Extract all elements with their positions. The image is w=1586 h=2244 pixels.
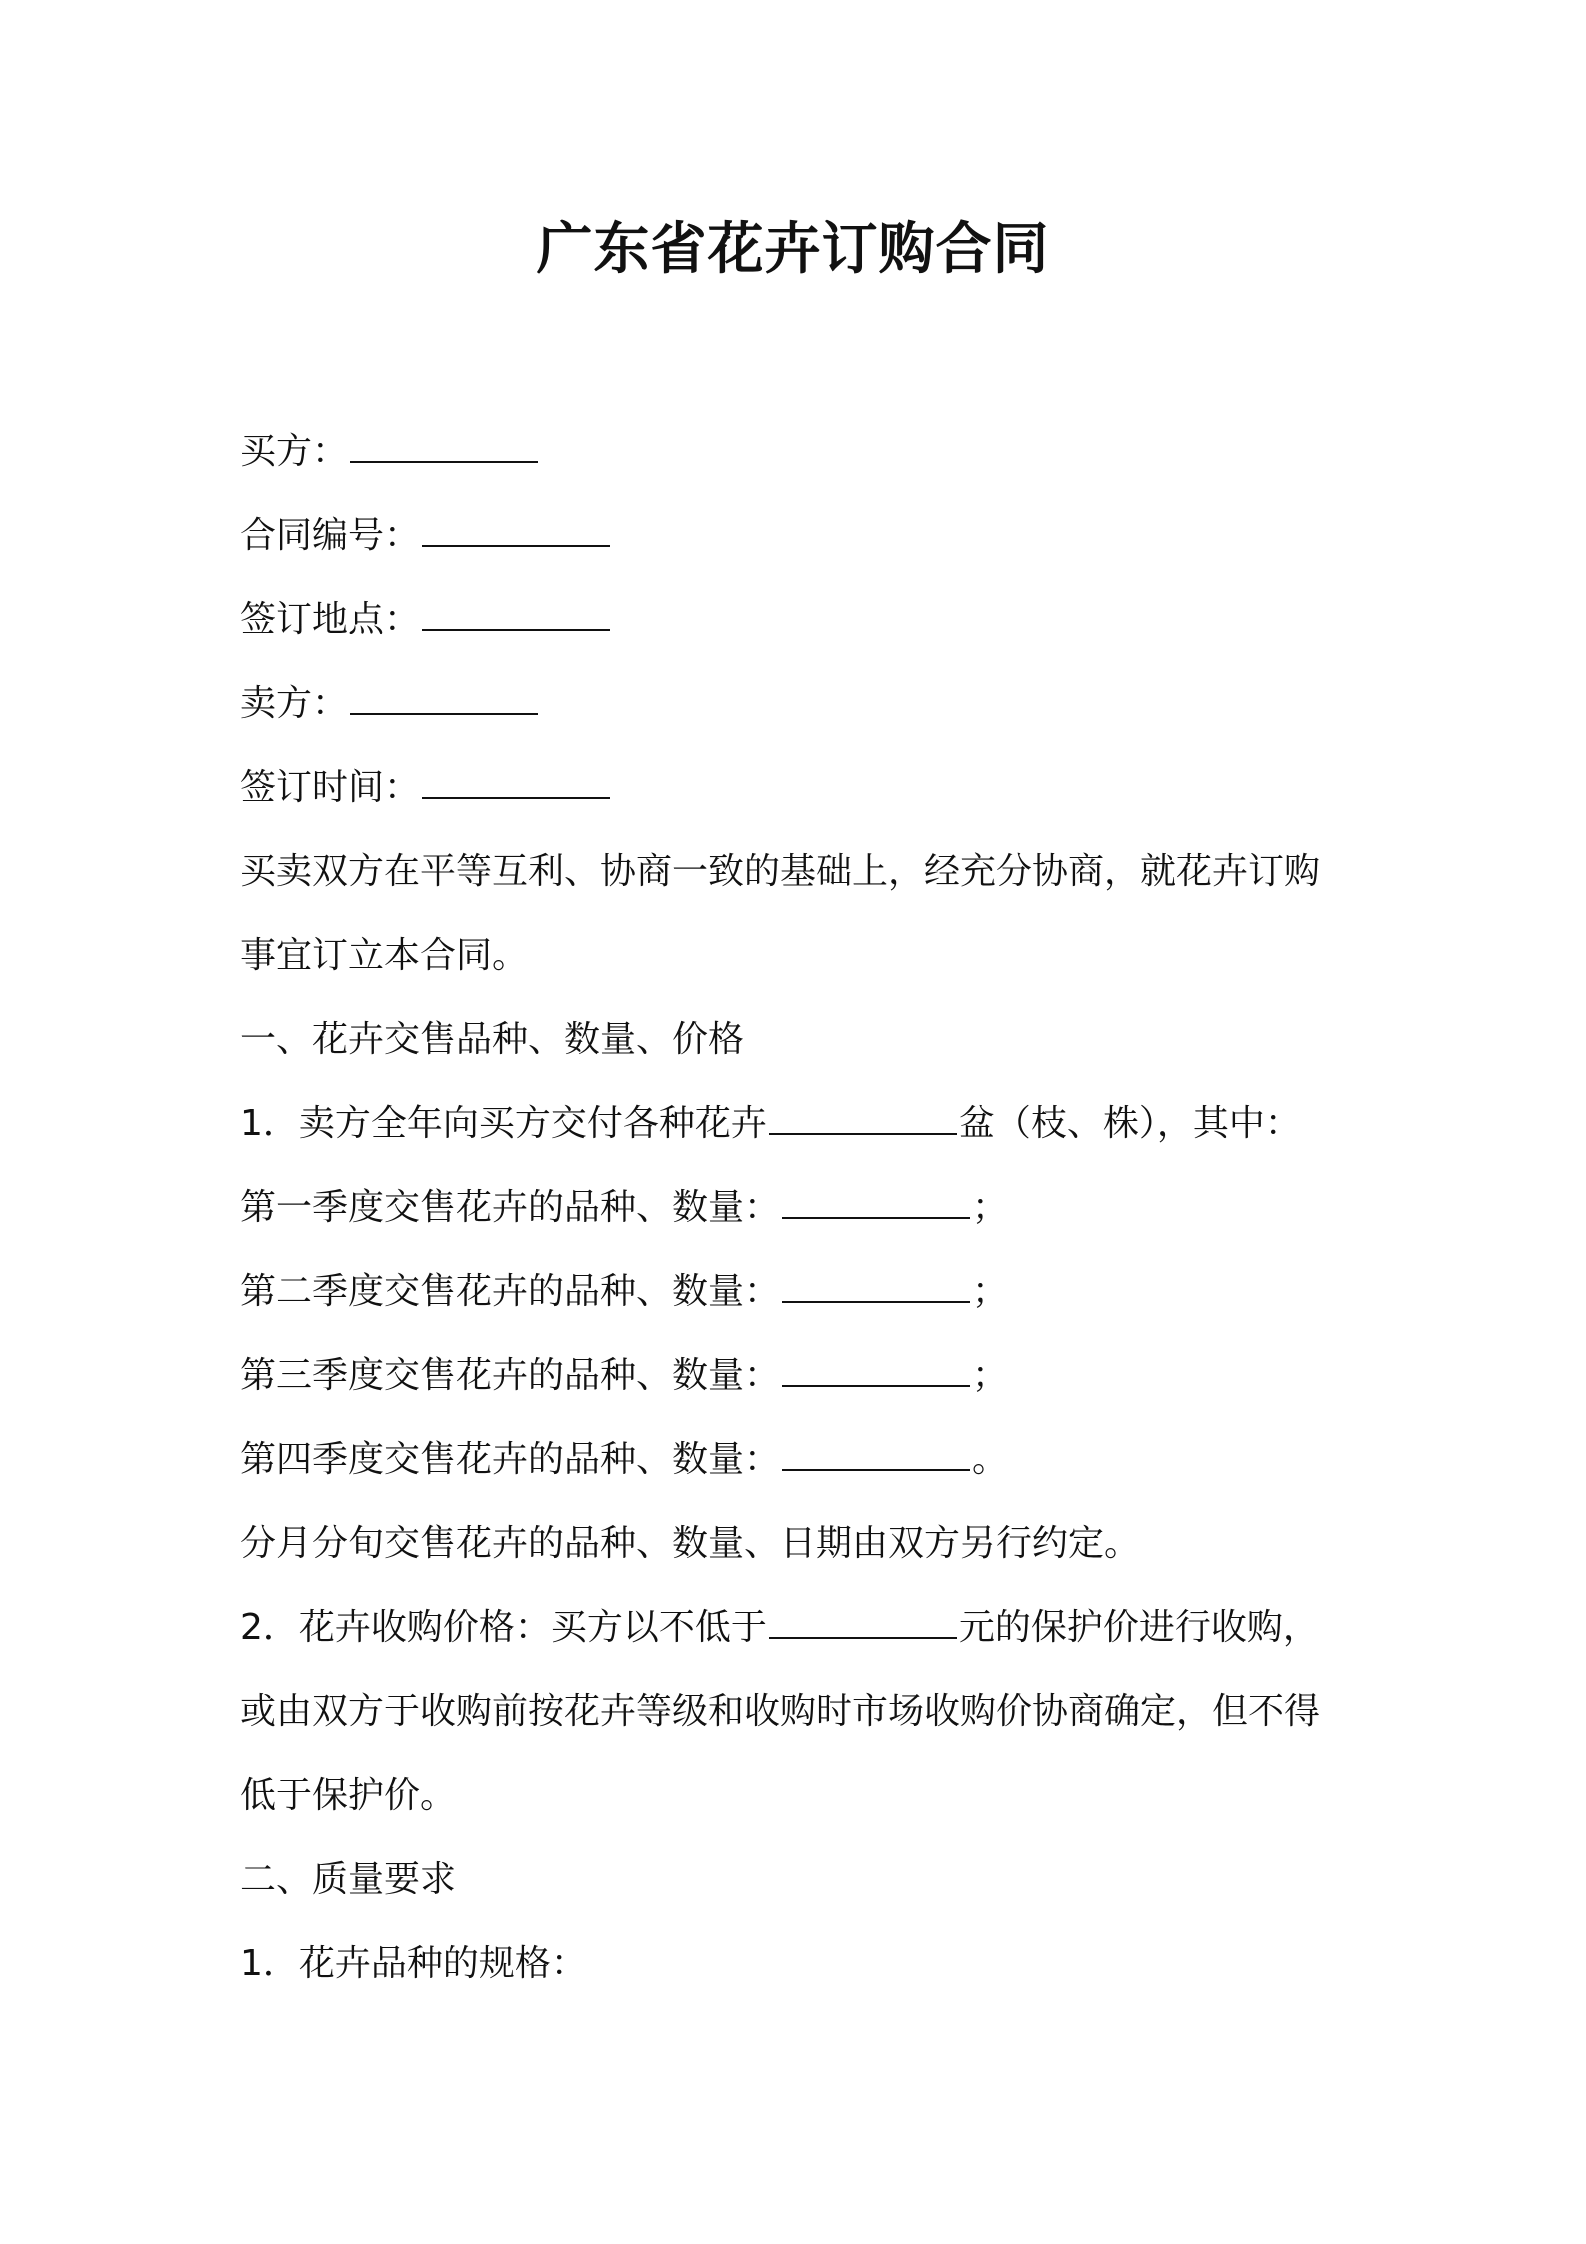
punctuation: ；: [972, 1187, 1009, 1228]
section-1-item-2-line-2: 或由双方于收购前按花卉等级和收购时市场收购价协商确定，但不得: [240, 1691, 1321, 1732]
section-1-heading: 一、花卉交售品种、数量、价格: [240, 1019, 745, 1060]
field-seller: [240, 662, 1350, 746]
blank-line: [422, 599, 610, 631]
item-text: 1．卖方全年向买方交付各种花卉: [240, 1103, 767, 1144]
blank-line: [782, 1439, 970, 1471]
item-text: 元的保护价进行收购，: [958, 1607, 1319, 1648]
field-signing-time: [240, 746, 1350, 830]
punctuation: ；: [972, 1271, 1009, 1312]
field-label: 签订时间：: [240, 767, 421, 808]
blank-line: [782, 1271, 970, 1303]
blank-line: [782, 1187, 970, 1219]
field-label: 签订地点：: [240, 599, 421, 640]
blank-line: [769, 1103, 957, 1135]
punctuation: 。: [972, 1439, 1009, 1480]
section-2-heading: 二、质量要求: [240, 1859, 457, 1900]
blank-line: [422, 767, 610, 799]
section-1-item-2: [240, 1586, 1350, 1670]
quarter-2-line: [240, 1250, 1350, 1334]
blank-line: [350, 431, 538, 463]
quarter-label: 第一季度交售花卉的品种、数量：: [240, 1187, 781, 1228]
field-label: 合同编号：: [240, 515, 421, 556]
blank-line: [769, 1607, 957, 1639]
punctuation: ；: [972, 1355, 1009, 1396]
quarter-label: 第二季度交售花卉的品种、数量：: [240, 1271, 781, 1312]
field-contract-number: [240, 494, 1350, 578]
quarter-label: 第三季度交售花卉的品种、数量：: [240, 1355, 781, 1396]
document-title: 广东省花卉订购合同: [536, 217, 1050, 282]
blank-line: [350, 683, 538, 715]
monthly-note: 分月分旬交售花卉的品种、数量、日期由双方另行约定。: [240, 1523, 1141, 1564]
item-text: 盆（枝、株），其中：: [958, 1103, 1301, 1144]
section-1-item-2-line-3: 低于保护价。: [240, 1775, 457, 1816]
field-label: 买方：: [240, 431, 349, 472]
blank-line: [422, 515, 610, 547]
blank-line: [782, 1355, 970, 1387]
section-1-item-1: [240, 1082, 1350, 1166]
intro-line-1: 买卖双方在平等互利、协商一致的基础上，经充分协商，就花卉订购: [240, 851, 1321, 892]
field-buyer: [240, 410, 1350, 494]
field-label: 卖方：: [240, 683, 349, 724]
field-signing-place: [240, 578, 1350, 662]
section-2-item-1: 1．花卉品种的规格：: [240, 1943, 587, 1984]
quarter-4-line: [240, 1418, 1350, 1502]
quarter-label: 第四季度交售花卉的品种、数量：: [240, 1439, 781, 1480]
document-body: [240, 410, 1350, 2006]
item-text: 2．花卉收购价格：买方以不低于: [240, 1607, 767, 1648]
intro-line-2: 事宜订立本合同。: [240, 935, 529, 976]
quarter-1-line: [240, 1166, 1350, 1250]
quarter-3-line: [240, 1334, 1350, 1418]
